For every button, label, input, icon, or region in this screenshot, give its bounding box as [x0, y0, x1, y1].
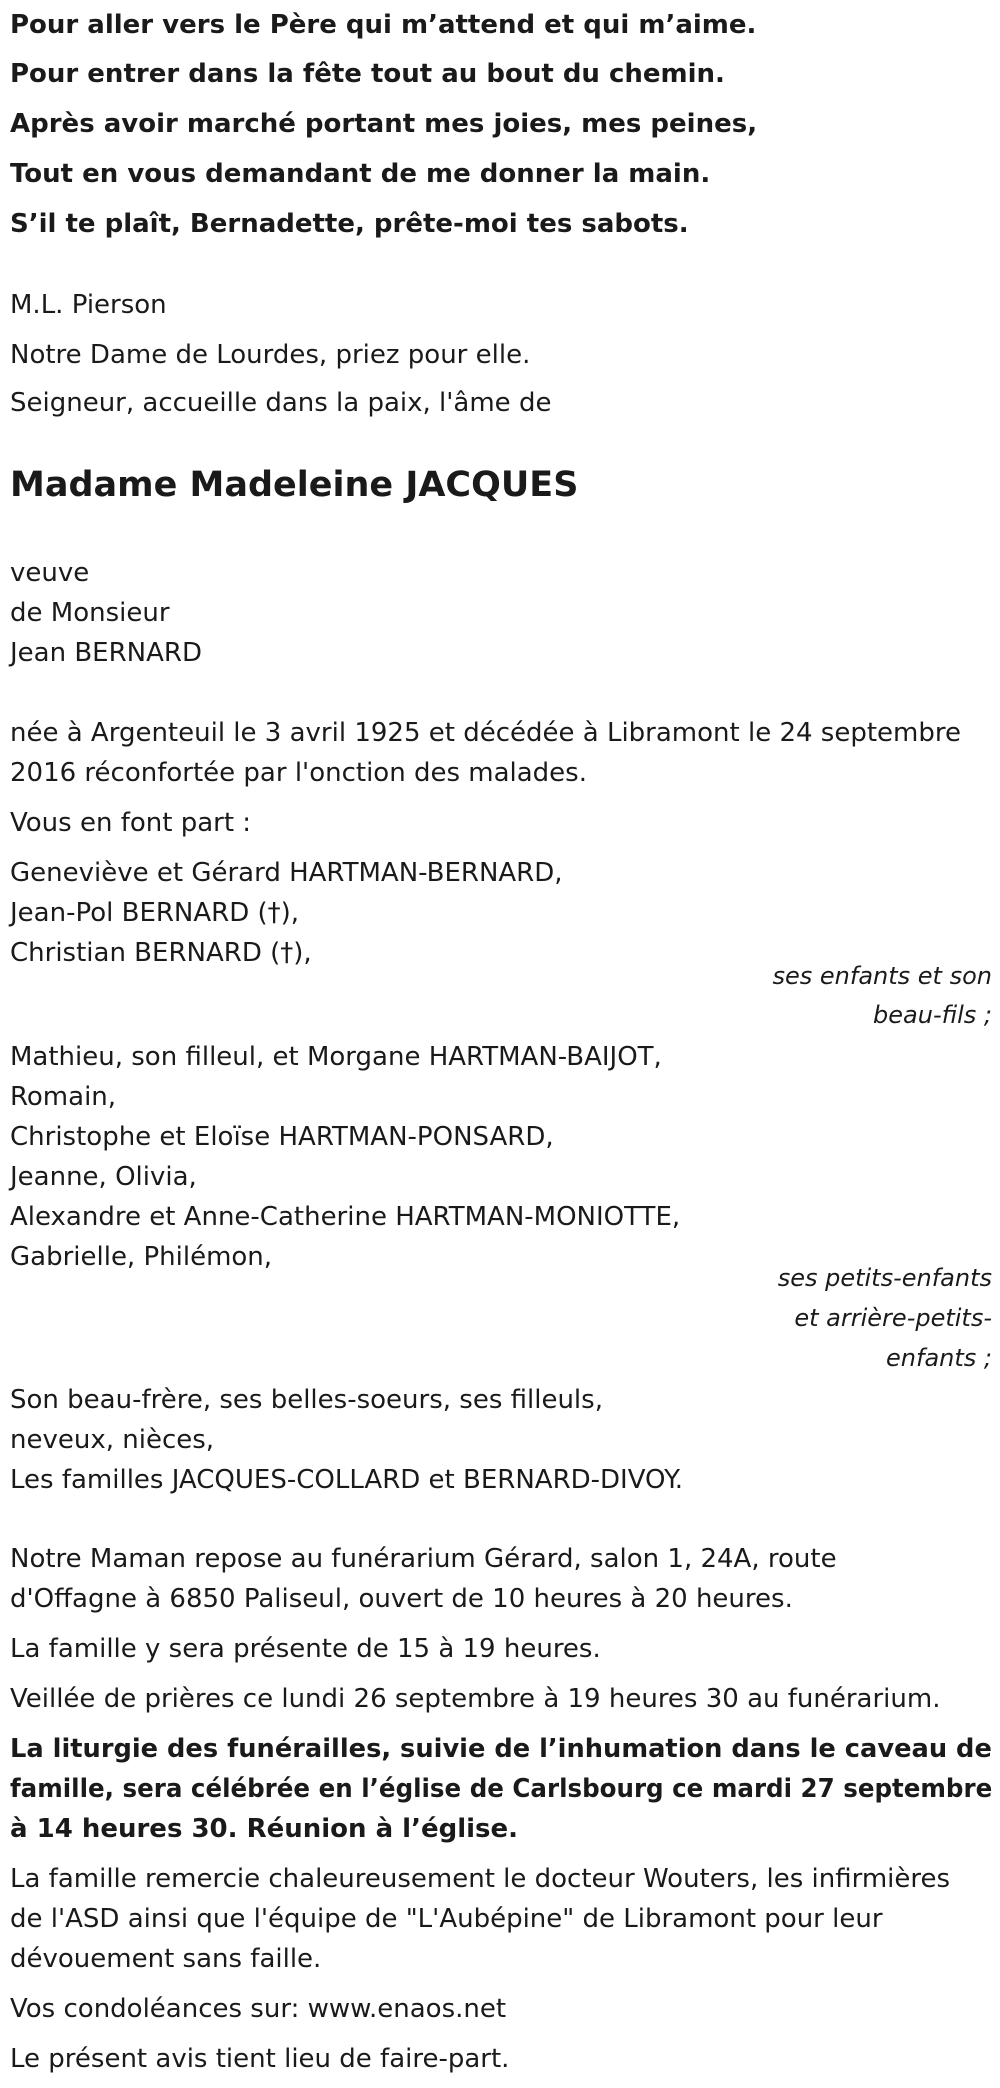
thanks-line: de l'ASD ainsi que l'équipe de "L'Aubépine" de Libramont pour leur	[10, 1904, 883, 1934]
birth-death-line: née à Argenteuil le 3 avril 1925 et décédée à Libramont le 24 septembre	[10, 718, 961, 748]
birth-death-line: 2016 réconfortée par l'onction des malades.	[10, 758, 587, 788]
prayer-line: Seigneur, accueille dans la paix, l'âme de	[10, 388, 552, 418]
poem-line: Pour entrer dans la fête tout au bout du chemin.	[10, 59, 725, 89]
poem-line: Tout en vous demandant de me donner la main.	[10, 159, 711, 189]
funerarium-line: d'Offagne à 6850 Paliseul, ouvert de 10 heures à 20 heures.	[10, 1584, 793, 1614]
poem-author: M.L. Pierson	[10, 290, 167, 320]
children-label: ses enfants et son	[772, 962, 992, 990]
grandchildren-line: Romain,	[10, 1082, 117, 1112]
poem-line: Après avoir marché portant mes joies, mes peines,	[10, 109, 758, 139]
funerarium-line: Notre Maman repose au funérarium Gérard, salon 1, 24A, route	[10, 1544, 837, 1574]
deceased-name: Madame Madeleine JACQUES	[10, 465, 579, 505]
grandchildren-line: Gabrielle, Philémon,	[10, 1242, 273, 1272]
announce-line: Vous en font part :	[10, 808, 252, 838]
vigil-line: Veillée de prières ce lundi 26 septembre à 19 heures 30 au funérarium.	[10, 1684, 941, 1714]
children-line: Geneviève et Gérard HARTMAN-BERNARD,	[10, 858, 563, 888]
condolences-line: Vos condoléances sur: www.enaos.net	[10, 1994, 507, 2024]
children-label: beau-fils ;	[873, 1001, 992, 1029]
liturgy-line: La liturgie des funérailles, suivie de l’inhumation dans le caveau de	[10, 1734, 992, 1764]
liturgy-line: famille, sera célébrée en l’église de Carlsbourg ce mardi 27 septembre	[10, 1774, 993, 1804]
relatives-line: Son beau-frère, ses belles-soeurs, ses filleuls,	[10, 1385, 603, 1415]
grandchildren-line: Christophe et Eloïse HARTMAN-PONSARD,	[10, 1122, 554, 1152]
poem-line: S’il te plaît, Bernadette, prête-moi tes sabots.	[10, 209, 689, 239]
spouse-line: de Monsieur	[10, 598, 170, 628]
children-line: Jean-Pol BERNARD (†),	[10, 898, 300, 928]
liturgy-line: à 14 heures 30. Réunion à l’église.	[10, 1814, 519, 1844]
children-line: Christian BERNARD (†),	[10, 938, 312, 968]
grandchildren-line: Mathieu, son filleul, et Morgane HARTMAN-BAIJOT,	[10, 1042, 662, 1072]
spouse-line: veuve	[10, 558, 90, 588]
grandchildren-line: Jeanne, Olivia,	[10, 1162, 197, 1192]
poem-line: Pour aller vers le Père qui m’attend et qui m’aime.	[10, 10, 757, 40]
relatives-line: Les familles JACQUES-COLLARD et BERNARD-DIVOY.	[10, 1465, 683, 1495]
grandchildren-line: Alexandre et Anne-Catherine HARTMAN-MONIOTTE,	[10, 1202, 681, 1232]
spouse-line: Jean BERNARD	[10, 638, 202, 668]
grandchildren-label: enfants ;	[886, 1344, 992, 1372]
grandchildren-label: ses petits-enfants	[777, 1264, 992, 1292]
prayer-line: Notre Dame de Lourdes, priez pour elle.	[10, 340, 531, 370]
thanks-line: La famille remercie chaleureusement le docteur Wouters, les infirmières	[10, 1864, 951, 1894]
relatives-line: neveux, nièces,	[10, 1425, 215, 1455]
family-present-line: La famille y sera présente de 15 à 19 heures.	[10, 1634, 601, 1664]
closing-line: Le présent avis tient lieu de faire-part.	[10, 2044, 510, 2074]
grandchildren-label: et arrière-petits-	[794, 1304, 992, 1332]
thanks-line: dévouement sans faille.	[10, 1944, 322, 1974]
